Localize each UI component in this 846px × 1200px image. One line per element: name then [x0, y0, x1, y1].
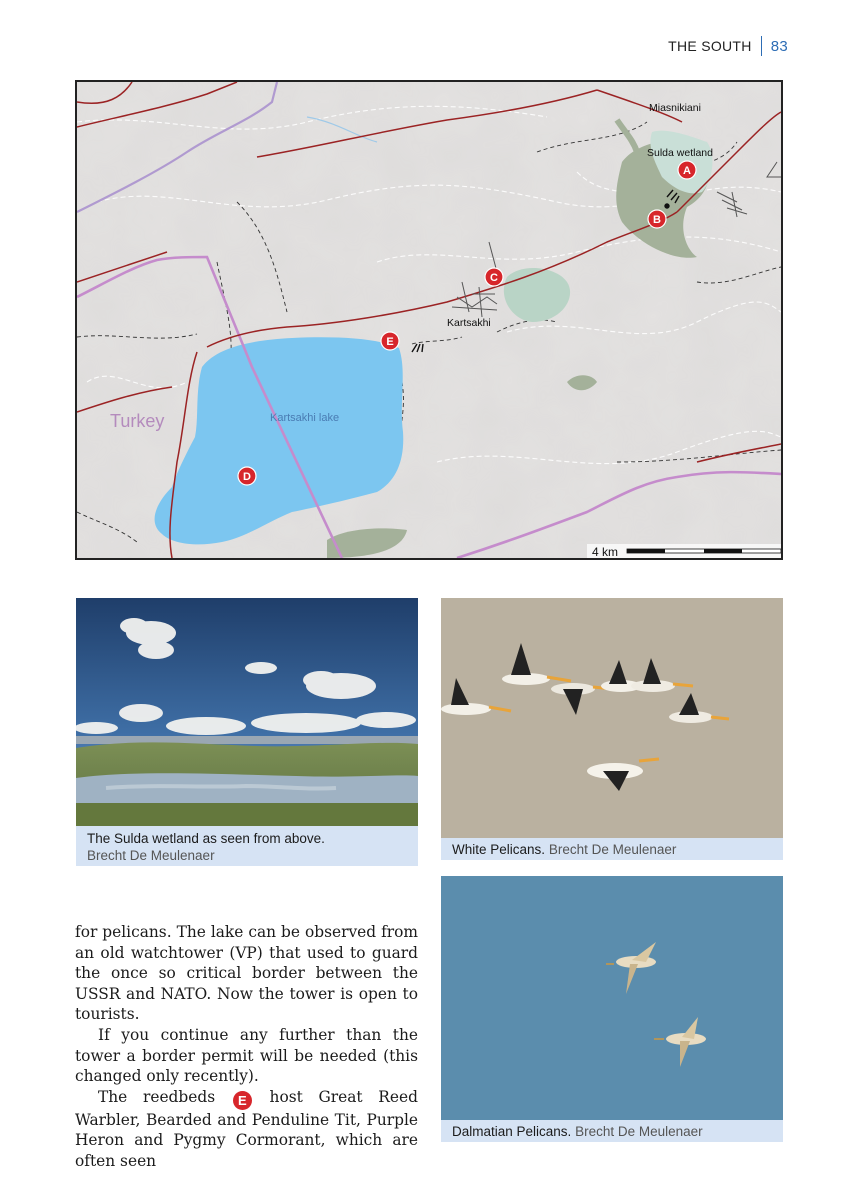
label-kartsakhi-lake: Kartsakhi lake — [270, 412, 340, 424]
caption-dalmatian-pelicans — [441, 1120, 783, 1142]
section-title: THE SOUTH — [668, 38, 752, 54]
body-text — [75, 922, 418, 1172]
caption-credit: Brecht De Meulenaer — [575, 1124, 703, 1139]
svg-text:C: C — [490, 272, 498, 284]
photo-white-pelicans — [441, 598, 783, 838]
marker-e — [381, 332, 399, 350]
label-turkey: Turkey — [110, 411, 165, 431]
caption-credit: Brecht De Meulenaer — [87, 848, 215, 863]
marker-c — [485, 268, 503, 286]
marker-a — [678, 161, 696, 179]
svg-text:B: B — [653, 214, 661, 226]
svg-text:E: E — [386, 336, 394, 348]
paragraph-3-rest: host Great Reed Warbler, Bearded and Penduline Tit, Purple Heron and Pygmy Cormorant, which are often seen — [75, 1087, 418, 1170]
caption-text: The Sulda wetland as seen from above. — [87, 831, 325, 846]
caption-text: Dalmatian Pelicans. — [452, 1124, 572, 1139]
marker-b — [648, 210, 666, 228]
svg-text:A: A — [683, 165, 691, 177]
caption-credit: Brecht De Meulenaer — [548, 842, 677, 857]
scale-label: 4 km — [592, 545, 619, 558]
label-sulda-wetland: Sulda wetland — [647, 147, 713, 159]
photo-dalmatian-pelicans — [441, 876, 783, 1120]
paragraph-2: If you continue any further than the tower a border permit will be needed (this changed only recently). — [75, 1025, 418, 1086]
caption-white-pelicans — [441, 838, 783, 860]
label-kartsakhi: Kartsakhi — [447, 317, 491, 329]
scale-bar — [587, 544, 781, 558]
caption-text: White Pelicans. — [452, 842, 546, 857]
caption-sulda-wetland — [76, 826, 418, 866]
page-header — [668, 36, 788, 56]
paragraph-1: for pelicans. The lake can be observed from an old watchtower (VP) that used to guard the once so critical border between the USSR and NATO. Now the tower is open to tourists. — [75, 923, 418, 1024]
paragraph-3 — [75, 1087, 418, 1172]
inline-marker-e: E — [233, 1091, 252, 1110]
page-number: 83 — [770, 37, 788, 55]
marker-d — [238, 467, 256, 485]
header-divider — [761, 36, 762, 56]
svg-text:D: D — [243, 471, 251, 483]
paragraph-3-start: The reedbeds — [98, 1087, 216, 1106]
area-map — [75, 80, 783, 560]
label-miasnikiani: Miasnikiani — [649, 102, 701, 114]
photo-sulda-wetland — [76, 598, 418, 826]
